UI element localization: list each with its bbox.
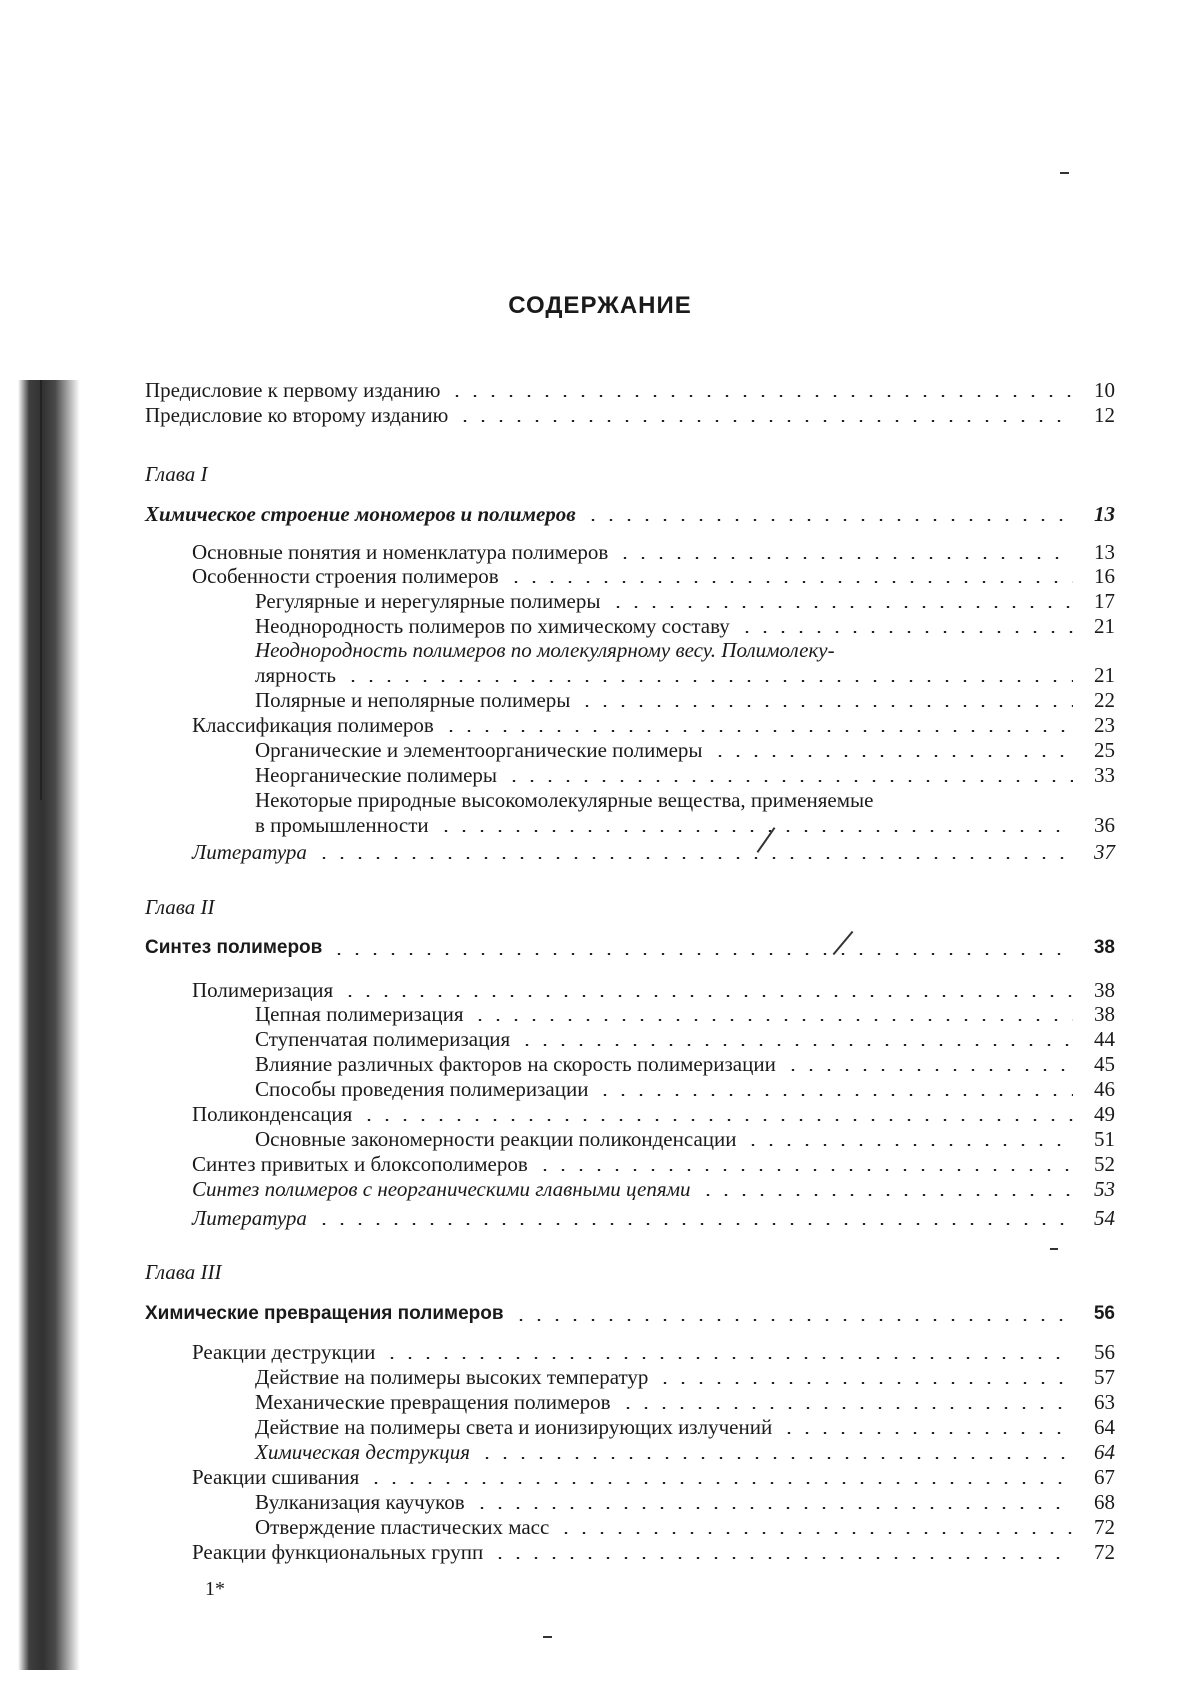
chapter-label: Глава III [145,1260,222,1284]
toc-entry: Предисловие к первому изданию 10 [145,378,1115,402]
toc-entry: Реакции деструкции 56 [192,1340,1115,1364]
toc-entry: Регулярные и нерегулярные полимеры 17 [255,589,1115,613]
chapter-label: Глава II [145,895,215,919]
chapter-title: Химические превращения полимеров 56 [145,1303,1115,1324]
toc-entry: Полимеризация 38 [192,978,1115,1002]
toc-entry: лярность 21 [255,663,1115,687]
toc-entry: Реакции функциональных групп 72 [192,1540,1115,1564]
toc-entry: Механические превращения полимеров 63 [255,1390,1115,1414]
toc-entry: Полярные и неполярные полимеры 22 [255,688,1115,712]
chapter-title: Химическое строение мономеров и полимеров 13 [145,502,1115,526]
toc-entry: Реакции сшивания 67 [192,1465,1115,1489]
toc-entry: Синтез полимеров с неорганическими главными цепями 53 [192,1177,1115,1201]
toc-entry: Химическая деструкция 64 [255,1440,1115,1464]
scan-mark [543,1636,552,1638]
toc-entry: Синтез привитых и блоксополимеров 52 [192,1152,1115,1176]
toc-entry: Литература 54 [192,1206,1115,1230]
toc-entry: Отверждение пластических масс 72 [255,1515,1115,1539]
toc-entry-line: Некоторые природные высокомолекулярные вещества, применяемые [255,788,874,812]
signature-mark: 1* [205,1578,225,1600]
chapter-label: Глава I [145,462,208,486]
scan-mark [1060,172,1069,174]
toc-entry: Особенности строения полимеров 16 [192,564,1115,588]
toc-entry-line: Неоднородность полимеров по молекулярному весу. Полимолеку- [255,638,835,662]
binding-edge [40,380,42,800]
toc-entry: Неорганические полимеры 33 [255,763,1115,787]
page-title: СОДЕРЖАНИЕ [508,292,692,319]
toc-entry: Основные понятия и номенклатура полимеров 13 [192,540,1115,564]
toc-entry: Основные закономерности реакции поликонденсации 51 [255,1127,1115,1151]
toc-entry: Способы проведения полимеризации 46 [255,1077,1115,1101]
toc-entry: Предисловие ко второму изданию 12 [145,403,1115,427]
binding-shadow [18,380,80,1670]
toc-entry: Классификация полимеров 23 [192,713,1115,737]
toc-entry: в промышленности 36 [255,813,1115,837]
toc-entry: Действие на полимеры света и ионизирующих излучений 64 [255,1415,1115,1439]
toc-entry: Ступенчатая полимеризация 44 [255,1027,1115,1051]
toc-entry: Цепная полимеризация 38 [255,1002,1115,1026]
toc-entry: Действие на полимеры высоких температур 57 [255,1365,1115,1389]
toc-entry: Вулканизация каучуков 68 [255,1490,1115,1514]
toc-entry: Неоднородность полимеров по химическому составу 21 [255,614,1115,638]
toc-entry: Литература 37 [192,840,1115,864]
toc-entry: Органические и элементоорганические полимеры 25 [255,738,1115,762]
toc-entry: Поликонденсация 49 [192,1102,1115,1126]
chapter-title: Синтез полимеров 38 [145,937,1115,958]
scan-mark [1050,1248,1058,1250]
toc-entry: Влияние различных факторов на скорость полимеризации 45 [255,1052,1115,1076]
